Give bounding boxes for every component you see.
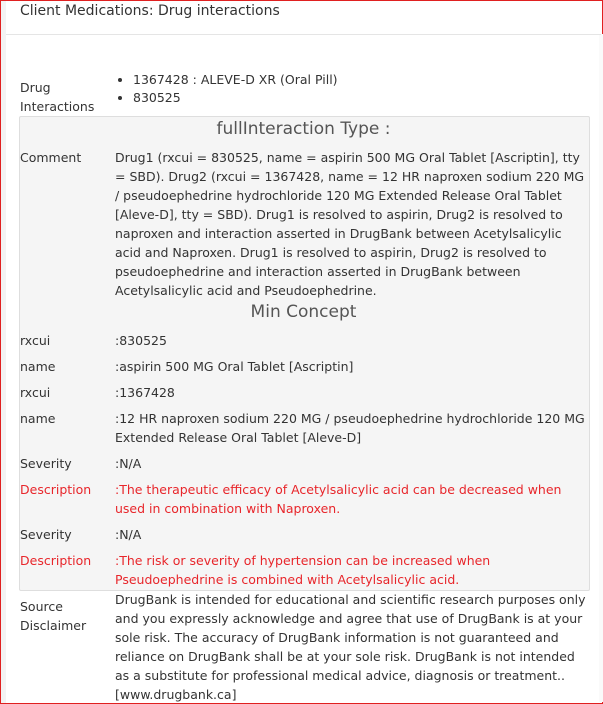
drug-interactions-label: Drug Interactions [20,80,95,114]
description-label: Description [20,553,92,568]
min-concept-title: Min Concept [250,302,357,322]
full-interaction-title: fullInteraction Type : [216,119,391,139]
name-value: :12 HR naproxen sodium 220 MG / pseudoephedrine hydrochloride 120 MG Extended Release Oral Tablet [Aleve-D] [115,411,585,445]
severity-label: Severity [20,456,72,471]
name-label: name [20,411,56,426]
severity-value: :N/A [115,456,142,471]
rxcui-value: :830525 [115,333,167,348]
source-disclaimer-label: Source Disclaimer [20,599,87,633]
rxcui-label: rxcui [20,385,51,400]
severity-value: :N/A [115,527,142,542]
rxcui-label: rxcui [20,333,51,348]
scrollbar[interactable] [599,34,603,702]
name-value: :aspirin 500 MG Oral Tablet [Ascriptin] [115,359,354,374]
list-item: • 1367428 : ALEVE-D XR (Oral Pill) [133,71,338,89]
severity-label: Severity [20,527,72,542]
list-item: • 830525 [133,89,338,107]
description-value: :The therapeutic efficacy of Acetylsalicylic acid can be decreased when used in combination with Naproxen. [115,482,562,516]
comment-label: Comment [20,150,82,165]
comment-text: Drug1 (rxcui = 830525, name = aspirin 500 MG Oral Tablet [Ascriptin], tty = SBD). Drug2 (rxcui = 1367428, name = 12 HR naproxen sodium 220 MG / pseudoephedrine hydrochloride 120 MG Extended Release Oral Tablet [Aleve-D], tty = SBD). Drug1 is resolved to aspirin, Drug2 is resolved to naproxen and interaction asserted in DrugBank between Acetylsalicylic acid and Naproxen. Drug1 is resolved to aspirin, Drug2 is resolved to pseudoephedrine and interaction asserted in DrugBank between Acetylsalicylic acid and Pseudoephedrine. [115,150,585,298]
header-divider [6,34,601,35]
disclaimer-text: DrugBank is intended for educational and scientific research purposes only and you expressly acknowledge and agree that use of DrugBank is at your sole risk. The accuracy of DrugBank information is not guaranteed and reliance on DrugBank shall be at your sole risk. DrugBank is not intended as a substitute for professional medical advice, diagnosis or treatment.. [www.drugbank.ca] [115,592,586,702]
left-edge [1,1,6,703]
page-title: Client Medications: Drug interactions [20,3,280,19]
drug-list [115,71,338,107]
description-value: :The risk or severity of hypertension can be increased when Pseudoephedrine is combined with Acetylsalicylic acid. [115,553,491,587]
rxcui-value: :1367428 [115,385,175,400]
name-label: name [20,359,56,374]
description-label: Description [20,482,92,497]
